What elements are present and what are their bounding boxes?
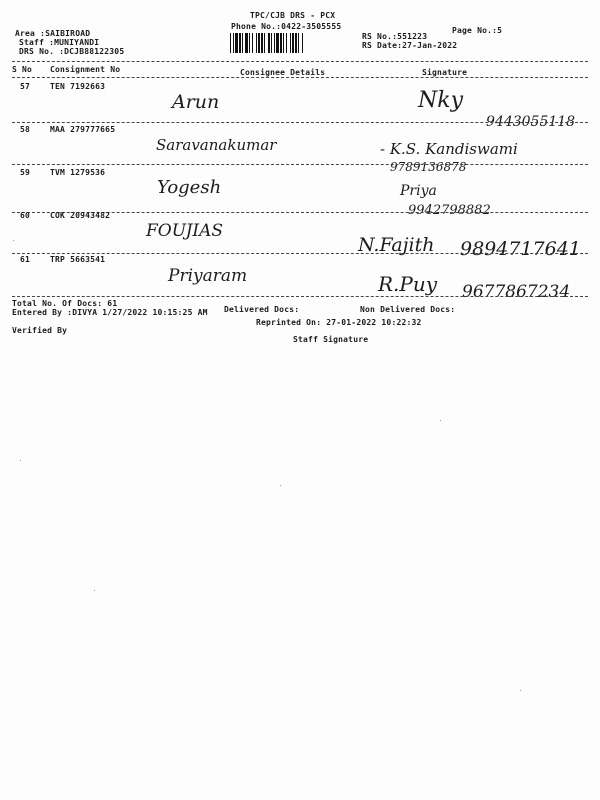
staff-signature-label: Staff Signature — [293, 335, 369, 344]
row-divider — [12, 164, 588, 165]
divider-line — [12, 61, 588, 62]
delivered-docs: Delivered Docs: — [224, 305, 300, 314]
scan-speck — [280, 485, 281, 486]
divider-line — [12, 296, 588, 297]
row-consignment: MAA 279777665 — [50, 125, 116, 134]
scan-speck — [20, 460, 21, 461]
handwritten-consignee: FOUJIAS — [146, 221, 224, 241]
handwritten-phone: 9443055118 — [486, 114, 576, 130]
handwritten-phone: 9789136878 — [390, 160, 467, 174]
row-sno: 58 — [20, 125, 31, 134]
row-sno: 60 — [20, 211, 31, 220]
area-field: Area :SAIBIROAD — [15, 29, 91, 38]
verified-by-label: Verified By — [12, 326, 68, 335]
row-sno: 61 — [20, 255, 31, 264]
handwritten-signature: N.Fajith — [358, 234, 435, 256]
phone-number: Phone No.:0422-3505555 — [231, 22, 342, 31]
row-sno: 59 — [20, 168, 31, 177]
row-consignment: COK 20943482 — [50, 211, 111, 220]
handwritten-signature: Nky — [418, 88, 464, 113]
handwritten-phone: 9894717641 — [460, 238, 581, 260]
handwritten-signature: R.Puy — [378, 272, 438, 296]
column-header-consignee: Consignee Details — [240, 68, 326, 77]
scan-speck — [94, 590, 95, 591]
handwritten-consignee: Arun — [172, 91, 220, 113]
drs-number: DRS No. :DCJB88122305 — [19, 47, 125, 56]
row-consignment: TRP 5663541 — [50, 255, 106, 264]
non-delivered-docs: Non Delivered Docs: — [360, 305, 456, 314]
handwritten-consignee: Saravanakumar — [156, 136, 277, 154]
divider-line — [12, 77, 588, 78]
handwritten-signature: - K.S. Kandiswami — [380, 140, 518, 158]
row-sno: 57 — [20, 82, 31, 91]
row-divider — [12, 122, 588, 123]
reprinted-on: Reprinted On: 27-01-2022 10:22:32 — [256, 318, 422, 327]
total-docs: Total No. Of Docs: 61 — [12, 299, 118, 308]
entered-by: Entered By :DIVYA 1/27/2022 10:15:25 AM — [12, 308, 208, 317]
column-header-consignment: Consignment No — [50, 65, 121, 74]
handwritten-signature: Priya — [400, 183, 437, 199]
rs-number: RS No.:551223 — [362, 32, 428, 41]
scan-speck — [440, 420, 441, 421]
row-consignment: TEN 7192663 — [50, 82, 106, 91]
handwritten-consignee: Priyaram — [168, 266, 248, 286]
row-consignment: TVM 1279536 — [50, 168, 106, 177]
page-number: Page No.:5 — [452, 26, 503, 35]
document-title: TPC/CJB DRS - PCX — [250, 11, 336, 20]
staff-field: Staff :MUNIYANDI — [19, 38, 100, 47]
scan-speck — [13, 240, 14, 241]
handwritten-phone: 9942798882 — [408, 203, 491, 218]
barcode-image — [230, 33, 352, 53]
handwritten-consignee: Yogesh — [157, 177, 222, 198]
scan-speck — [520, 690, 521, 691]
row-divider — [12, 253, 588, 254]
handwritten-phone: 9677867234 — [462, 282, 571, 302]
column-header-signature: Signature — [422, 68, 468, 77]
rs-date: RS Date:27-Jan-2022 — [362, 41, 458, 50]
column-header-sno: S No — [12, 65, 33, 74]
